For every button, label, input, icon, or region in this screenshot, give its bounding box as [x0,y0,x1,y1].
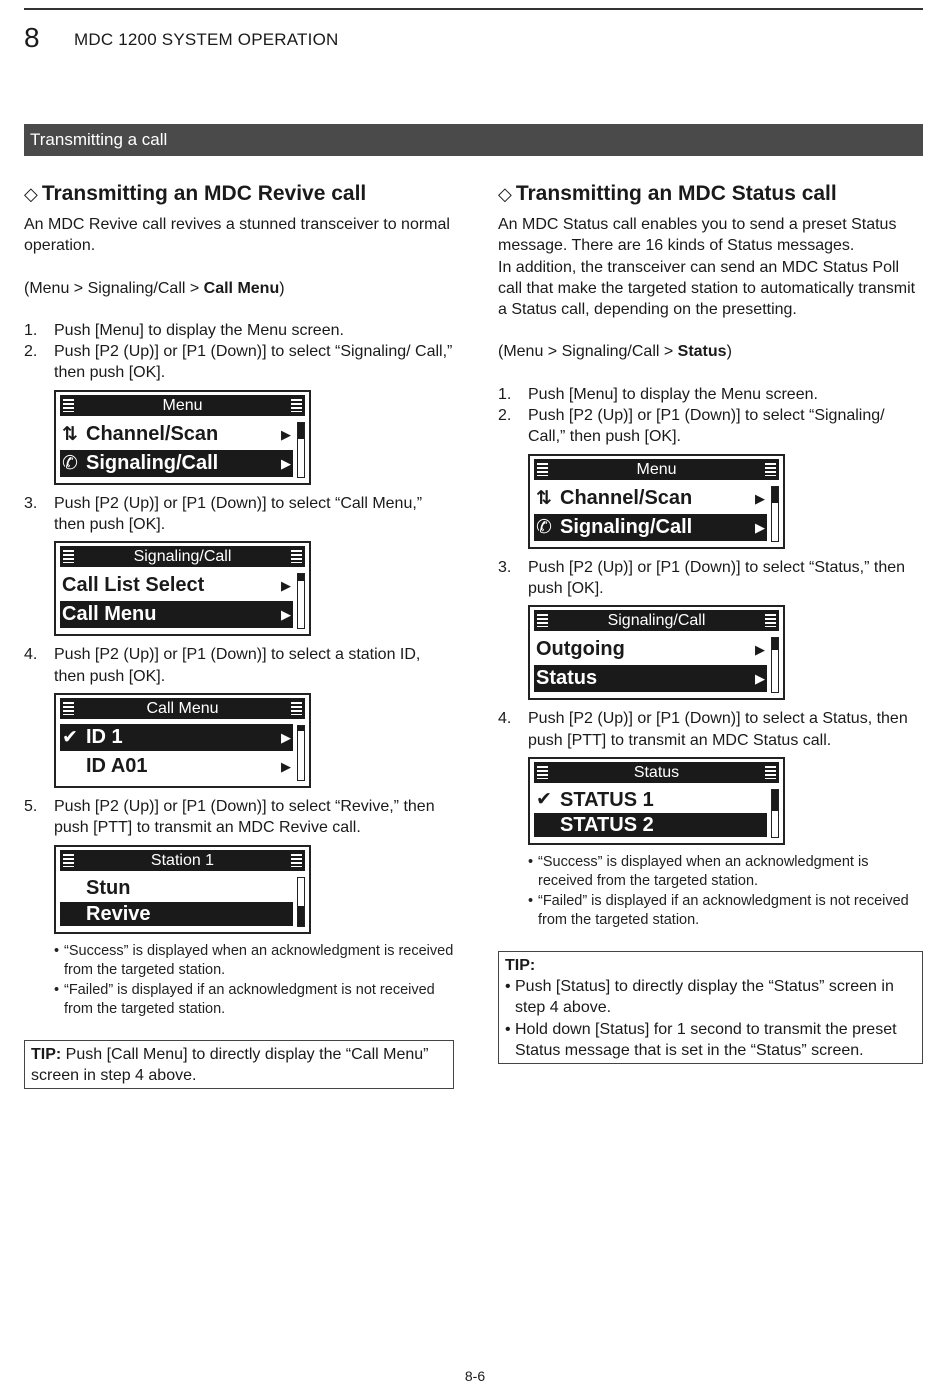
step-2: 2. Push [P2 (Up)] or [P1 (Down)] to select “Signaling/ Call,” then push [OK]. [24,343,453,382]
lcd-call-menu-screen: Call Menu ✔ ID 1 ▶ ID A01 ▶ [54,693,311,788]
chapter-title: MDC 1200 SYSTEM OPERATION [74,30,339,49]
status-call-section [498,180,923,1064]
lcd-row: ⇅ Channel/Scan ▶ [534,485,767,512]
list-icon [291,702,302,715]
phone-icon: ✆ [536,516,552,538]
menu-path: (Menu > Signaling/Call > Status) [498,343,732,361]
arrow-right-icon: ▶ [281,729,291,745]
arrow-right-icon: ▶ [281,607,291,623]
check-icon: ✔ [62,726,78,748]
diamond-icon: ◇ [498,184,512,204]
lcd-row: ⇅ Channel/Scan ▶ [60,421,293,448]
list-item: • “Failed” is displayed if an acknowledgment is not received from the targeted station. [54,981,435,1018]
list-icon [537,614,548,627]
lcd-row: Stun [86,876,131,899]
intro-text: An MDC Status call enables you to send a preset Status message. There are 16 kinds of Status messages. [498,216,897,255]
step-4: 4. Push [P2 (Up)] or [P1 (Down)] to select a Status, then push [PTT] to transmit an MDC Status call. [498,710,908,749]
revive-call-section [24,180,454,1089]
list-icon [765,614,776,627]
tip-box: TIP: • Push [Status] to directly display the “Status” screen in step 4 above. • Hold down [Status] for 1 second to transmit the preset Status message that is set in the “Status” screen. [498,951,923,1064]
lcd-row-selected: Call Menu ▶ [60,601,293,628]
intro-text: An MDC Revive call revives a stunned transceiver to normal operation. [24,216,450,255]
list-icon [765,766,776,779]
list-item: • “Failed” is displayed if an acknowledgment is not received from the targeted station. [528,892,909,929]
scrollbar [297,725,305,781]
page-number: 8 [24,22,40,53]
list-icon [765,463,776,476]
scrollbar [771,789,779,838]
top-rule [24,8,923,10]
list-item: • Push [Status] to directly display the “Status” screen in step 4 above. [505,978,894,1017]
step-4: 4. Push [P2 (Up)] or [P1 (Down)] to select a station ID, then push [OK]. [24,646,421,685]
list-icon [291,854,302,867]
lcd-signaling-screen: Signaling/Call Call List Select ▶ Call Menu ▶ [54,541,311,636]
lcd-status-screen: Status ✔ STATUS 1 STATUS 2 [528,757,785,845]
list-icon [63,399,74,412]
arrow-right-icon: ▶ [281,426,291,442]
arrow-right-icon: ▶ [281,578,291,594]
tip-box: TIP: Push [Call Menu] to directly display the “Call Menu” screen in step 4 above. [24,1040,454,1090]
lcd-menu-screen: Menu ⇅ Channel/Scan ▶ ✆ Signaling/Call ▶ [54,390,311,485]
scrollbar [297,877,305,927]
scrollbar [297,422,305,478]
step-5: 5. Push [P2 (Up)] or [P1 (Down)] to select “Revive,” then push [PTT] to transmit an MDC Revive call. [24,797,435,837]
lcd-row-selected: ✔ ID 1 ▶ [60,724,293,751]
list-icon [291,550,302,563]
step-1: 1. Push [Menu] to display the Menu screen. [498,385,818,403]
lcd-row: ✔ STATUS 1 [536,788,654,811]
check-icon: ✔ [536,788,552,810]
lcd-menu-screen: Menu ⇅ Channel/Scan ▶ ✆ Signaling/Call ▶ [528,454,785,549]
up-down-arrows-icon: ⇅ [62,423,78,445]
intro-text-2: In addition, the transceiver can send an MDC Status Poll call that make the targeted station to automatically transmit a Status call, depending on the presetting. [498,258,916,319]
lcd-station-screen: Station 1 Stun Revive [54,845,311,934]
page-code: 8-6 [464,1368,486,1384]
lcd-row: Call List Select ▶ [60,572,293,599]
up-down-arrows-icon: ⇅ [536,487,552,509]
lcd-row-selected: ✆ Signaling/Call ▶ [534,514,767,541]
lcd-row: Outgoing ▶ [534,636,767,663]
arrow-right-icon: ▶ [755,490,765,506]
arrow-right-icon: ▶ [755,642,765,658]
step-2: 2. Push [P2 (Up)] or [P1 (Down)] to select “Signaling/ Call,” then push [OK]. [498,407,885,446]
list-icon [63,702,74,715]
step-1: 1. Push [Menu] to display the Menu screen. [24,321,344,339]
arrow-right-icon: ▶ [755,519,765,535]
lcd-row-selected: Revive [60,902,293,926]
lcd-signaling-screen: Signaling/Call Outgoing ▶ Status ▶ [528,605,785,700]
scrollbar [297,573,305,629]
list-item: • “Success” is displayed when an acknowledgment is received from the targeted station. [54,942,454,979]
section-heading: ◇ Transmitting an MDC Revive call [24,180,454,208]
phone-icon: ✆ [62,452,78,474]
diamond-icon: ◇ [24,184,38,204]
list-icon [63,550,74,563]
lcd-row-selected: ✆ Signaling/Call ▶ [60,450,293,477]
list-icon [291,399,302,412]
list-icon [537,766,548,779]
notes-list [528,853,923,931]
list-icon [537,463,548,476]
list-item: • Hold down [Status] for 1 second to transmit the preset Status message that is set in the “Status” screen. [505,1020,897,1060]
list-icon [63,854,74,867]
lcd-row: ID A01 ▶ [60,753,293,780]
menu-path: (Menu > Signaling/Call > Call Menu) [24,279,285,297]
scrollbar [771,637,779,693]
step-3: 3. Push [P2 (Up)] or [P1 (Down)] to select “Status,” then push [OK]. [498,558,906,597]
arrow-right-icon: ▶ [281,758,291,774]
arrow-right-icon: ▶ [755,671,765,687]
scrollbar [771,486,779,542]
section-heading: ◇ Transmitting an MDC Status call [498,180,923,208]
notes-list [54,942,454,1020]
section-band: Transmitting a call [24,124,923,156]
arrow-right-icon: ▶ [281,455,291,471]
lcd-row-selected: STATUS 2 [534,813,767,837]
lcd-row-selected: Status ▶ [534,665,767,692]
list-item: • “Success” is displayed when an acknowledgment is received from the targeted station. [528,853,869,890]
step-3: 3. Push [P2 (Up)] or [P1 (Down)] to select “Call Menu,” then push [OK]. [24,494,423,534]
